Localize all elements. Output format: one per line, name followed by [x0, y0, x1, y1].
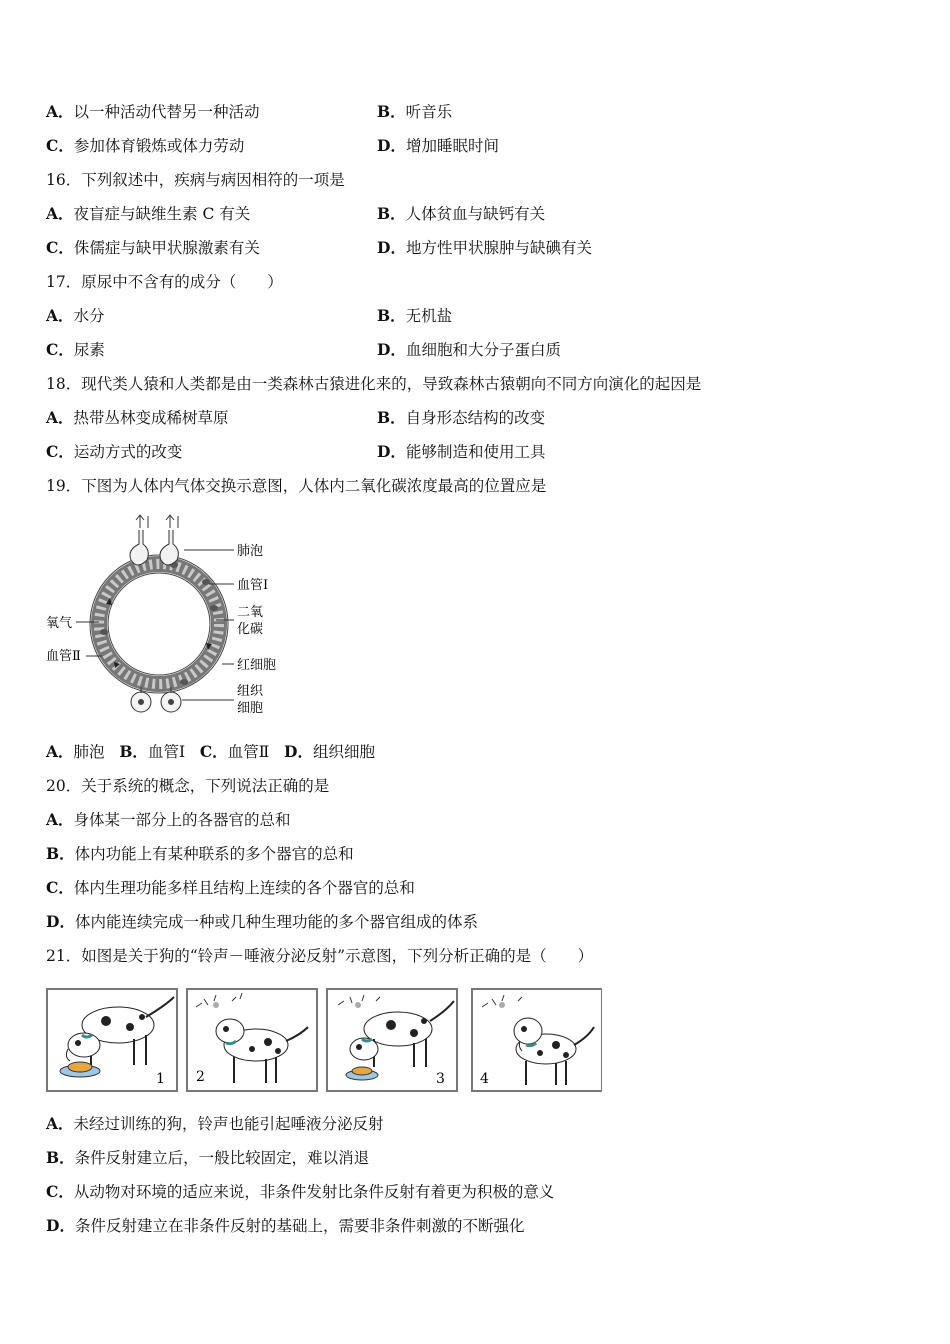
label-alveolus: 肺泡: [237, 544, 264, 559]
q19-options: A．肺泡 B．血管Ⅰ C．血管Ⅱ D．组织细胞: [46, 742, 375, 761]
q20-stem: 20．关于系统的概念，下列说法正确的是: [46, 777, 330, 795]
q16-option-b: B．人体贫血与缺钙有关: [377, 204, 546, 223]
panel-number: 1: [156, 1071, 165, 1087]
q18-option-a: A．热带丛林变成稀树草原: [46, 408, 229, 427]
q15-option-c: C．参加体育锻炼或体力劳动: [46, 136, 245, 155]
q16-option-c: C．侏儒症与缺甲状腺激素有关: [46, 238, 260, 257]
label-vessel-2: 血管Ⅱ: [46, 649, 81, 664]
red-blood-cell: [202, 579, 210, 585]
q21-option-d: D．条件反射建立在非条件反射的基础上，需要非条件刺激的不断强化: [46, 1216, 525, 1235]
label-tissue-line1: 组织: [237, 684, 264, 699]
q20-option-d: D．体内能连续完成一种或几种生理功能的多个器官组成的体系: [46, 912, 478, 931]
label-oxygen: 氧气: [46, 616, 73, 631]
q17-option-c: C．尿素: [46, 340, 105, 359]
q18-stem: 18．现代类人猿和人类都是由一类森林古猿进化来的，导致森林古猿朝向不同方向演化的起因是: [46, 375, 702, 393]
panel-4: [472, 989, 602, 1091]
label-rbc: 红细胞: [237, 658, 277, 673]
label-co2-line2: 化碳: [237, 622, 264, 637]
q19-stem: 19．下图为人体内气体交换示意图，人体内二氧化碳浓度最高的位置应是: [46, 477, 547, 495]
label-co2-line1: 二氧: [237, 605, 264, 620]
q21-stem: 21．如图是关于狗的“铃声－唾液分泌反射”示意图，下列分析正确的是（ ）: [46, 947, 594, 965]
red-blood-cell: [180, 679, 188, 685]
label-tissue-line2: 细胞: [237, 701, 264, 716]
gas-exchange-diagram: [44, 512, 294, 722]
q16-stem: 16．下列叙述中，疾病与病因相符的一项是: [46, 171, 345, 189]
q21-option-c: C．从动物对环境的适应来说，非条件发射比条件反射有着更为积极的意义: [46, 1182, 555, 1201]
q21-option-a: A．未经过训练的狗，铃声也能引起唾液分泌反射: [46, 1114, 384, 1133]
panel-2: [187, 989, 317, 1091]
q20-option-a: A．身体某一部分上的各器官的总和: [46, 810, 291, 829]
q16-option-a: A．夜盲症与缺维生素 C 有关: [46, 204, 251, 223]
q17-option-b: B．无机盐: [377, 306, 453, 325]
panel-number: 2: [196, 1069, 205, 1085]
q17-option-d: D．血细胞和大分子蛋白质: [377, 340, 561, 359]
q16-option-d: D．地方性甲状腺肿与缺碘有关: [377, 238, 592, 257]
q15-option-b: B．听音乐: [377, 102, 453, 121]
q17-stem: 17．原尿中不含有的成分（ ）: [46, 273, 283, 291]
q20-option-b: B．体内功能上有某种联系的多个器官的总和: [46, 844, 354, 863]
label-vessel-1: 血管Ⅰ: [237, 578, 269, 593]
red-blood-cell: [210, 605, 218, 611]
q20-option-c: C．体内生理功能多样且结构上连续的各个器官的总和: [46, 878, 415, 897]
q15-option-a: A．以一种活动代替另一种活动: [46, 102, 260, 121]
panel-number: 3: [436, 1071, 445, 1087]
q18-option-d: D．能够制造和使用工具: [377, 442, 546, 461]
q17-option-a: A．水分: [46, 306, 105, 325]
panel-3: [327, 989, 457, 1091]
q21-option-b: B．条件反射建立后，一般比较固定，难以消退: [46, 1148, 370, 1167]
q18-option-b: B．自身形态结构的改变: [377, 408, 546, 427]
panel-number: 4: [480, 1071, 489, 1087]
panel-1: [47, 989, 177, 1091]
q15-option-d: D．增加睡眠时间: [377, 136, 499, 155]
q18-option-c: C．运动方式的改变: [46, 442, 183, 461]
dog-reflex-figure: [46, 987, 602, 1093]
red-blood-cell: [100, 629, 108, 635]
